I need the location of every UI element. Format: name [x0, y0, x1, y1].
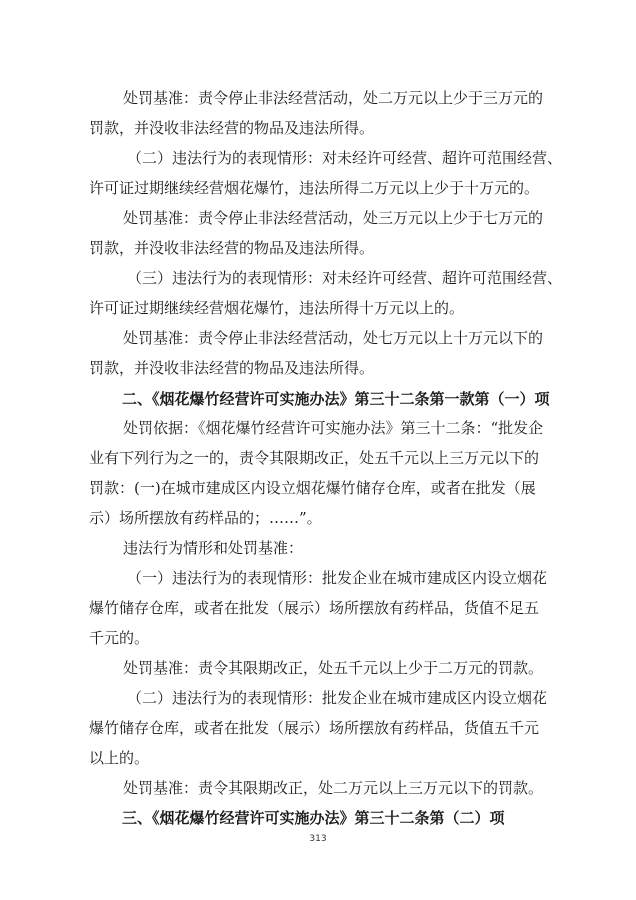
line-12: 处罚依据：《烟花爆竹经营许可实施办法》第三十二条：“批发企 — [123, 419, 544, 437]
line-19: 千元的。 — [89, 629, 150, 647]
section-heading-2: 二、《烟花爆竹经营许可实施办法》第三十二条第一款第（一）项 — [122, 390, 550, 408]
section-heading-3: 三、《烟花爆竹经营许可实施办法》第三十二条第（二）项 — [122, 809, 505, 827]
line-2: 罚款，并没收非法经营的物品及违法所得。 — [89, 119, 375, 137]
line-24: 处罚基准：责令其限期改正，处二万元以上三万元以下的罚款。 — [123, 779, 544, 797]
line-23: 以上的。 — [89, 749, 150, 767]
line-15: 示）场所摆放有药样品的；……”。 — [89, 509, 322, 527]
line-7: （三）违法行为的表现情形：对未经许可经营、超许可范围经营、 — [127, 269, 563, 287]
line-20: 处罚基准：责令其限期改正，处五千元以上少于二万元的罚款。 — [123, 659, 544, 677]
line-8: 许可证过期继续经营烟花爆竹，违法所得十万元以上的。 — [89, 299, 465, 317]
line-18: 爆竹储存仓库，或者在批发（展示）场所摆放有药样品，货值不足五 — [89, 599, 540, 617]
line-9: 处罚基准：责令停止非法经营活动，处七万元以上十万元以下的 — [123, 329, 544, 347]
line-3: （二）违法行为的表现情形：对未经许可经营、超许可范围经营、 — [127, 149, 563, 167]
line-17: （一）违法行为的表现情形：批发企业在城市建成区内设立烟花 — [127, 569, 548, 587]
line-1: 处罚基准：责令停止非法经营活动，处二万元以上少于三万元的 — [123, 89, 544, 107]
line-5: 处罚基准：责令停止非法经营活动，处三万元以上少于七万元的 — [123, 209, 544, 227]
line-16: 违法行为情形和处罚基准： — [123, 539, 304, 557]
line-10: 罚款，并没收非法经营的物品及违法所得。 — [89, 359, 375, 377]
line-14: 罚款：(一)在城市建成区内设立烟花爆竹储存仓库，或者在批发（展 — [89, 479, 536, 497]
line-22: 爆竹储存仓库，或者在批发（展示）场所摆放有药样品，货值五千元 — [89, 719, 540, 737]
line-21: （二）违法行为的表现情形：批发企业在城市建成区内设立烟花 — [127, 689, 548, 707]
page-number: 313 — [309, 834, 327, 844]
line-4: 许可证过期继续经营烟花爆竹，违法所得二万元以上少于十万元的。 — [89, 179, 540, 197]
line-6: 罚款，并没收非法经营的物品及违法所得。 — [89, 239, 375, 257]
line-13: 业有下列行为之一的，责令其限期改正，处五千元以上三万元以下的 — [89, 449, 540, 467]
